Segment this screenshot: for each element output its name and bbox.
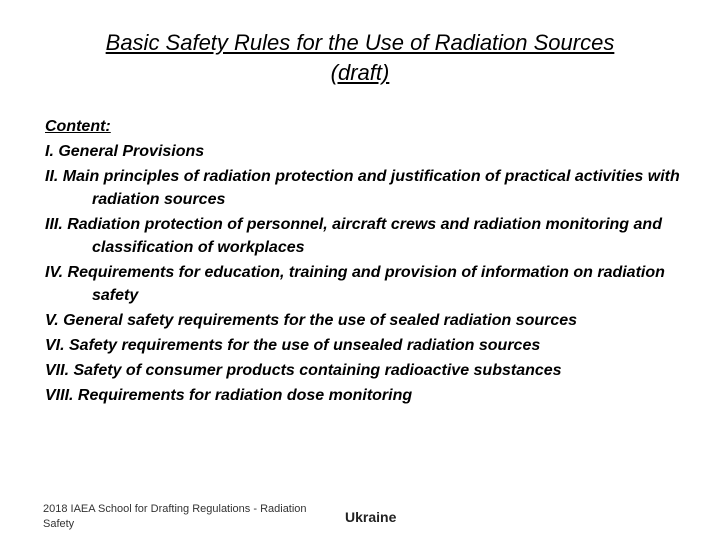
toc-item-1: I. General Provisions (45, 143, 205, 160)
toc-item-2: II. Main principles of radiation protection and justification of practical activities with radiation sources (45, 168, 680, 208)
toc-item-6: VI. Safety requirements for the use of unsealed radiation sources (45, 337, 541, 354)
footer-event-name: 2018 IAEA School for Drafting Regulations - Radiation Safety (43, 503, 307, 530)
toc-item-4: IV. Requirements for education, training and provision of information on radiation safety (45, 264, 665, 304)
toc-item-3: III. Radiation protection of personnel, aircraft crews and radiation monitoring and classification of workplaces (45, 216, 662, 256)
footer-country: Ukraine (345, 509, 397, 525)
toc-item-7: VII. Safety of consumer products containing radioactive substances (45, 362, 562, 379)
slide-title-line-1: Basic Safety Rules for the Use of Radiation Sources (105, 30, 615, 55)
table-of-contents (45, 115, 695, 409)
contents-heading: Content: (45, 118, 111, 135)
slide-title (40, 28, 680, 88)
toc-item-5: V. General safety requirements for the use of sealed radiation sources (45, 312, 578, 329)
toc-item-8: VIII. Requirements for radiation dose monitoring (45, 387, 413, 404)
slide-title-line-2: (draft) (330, 60, 390, 85)
